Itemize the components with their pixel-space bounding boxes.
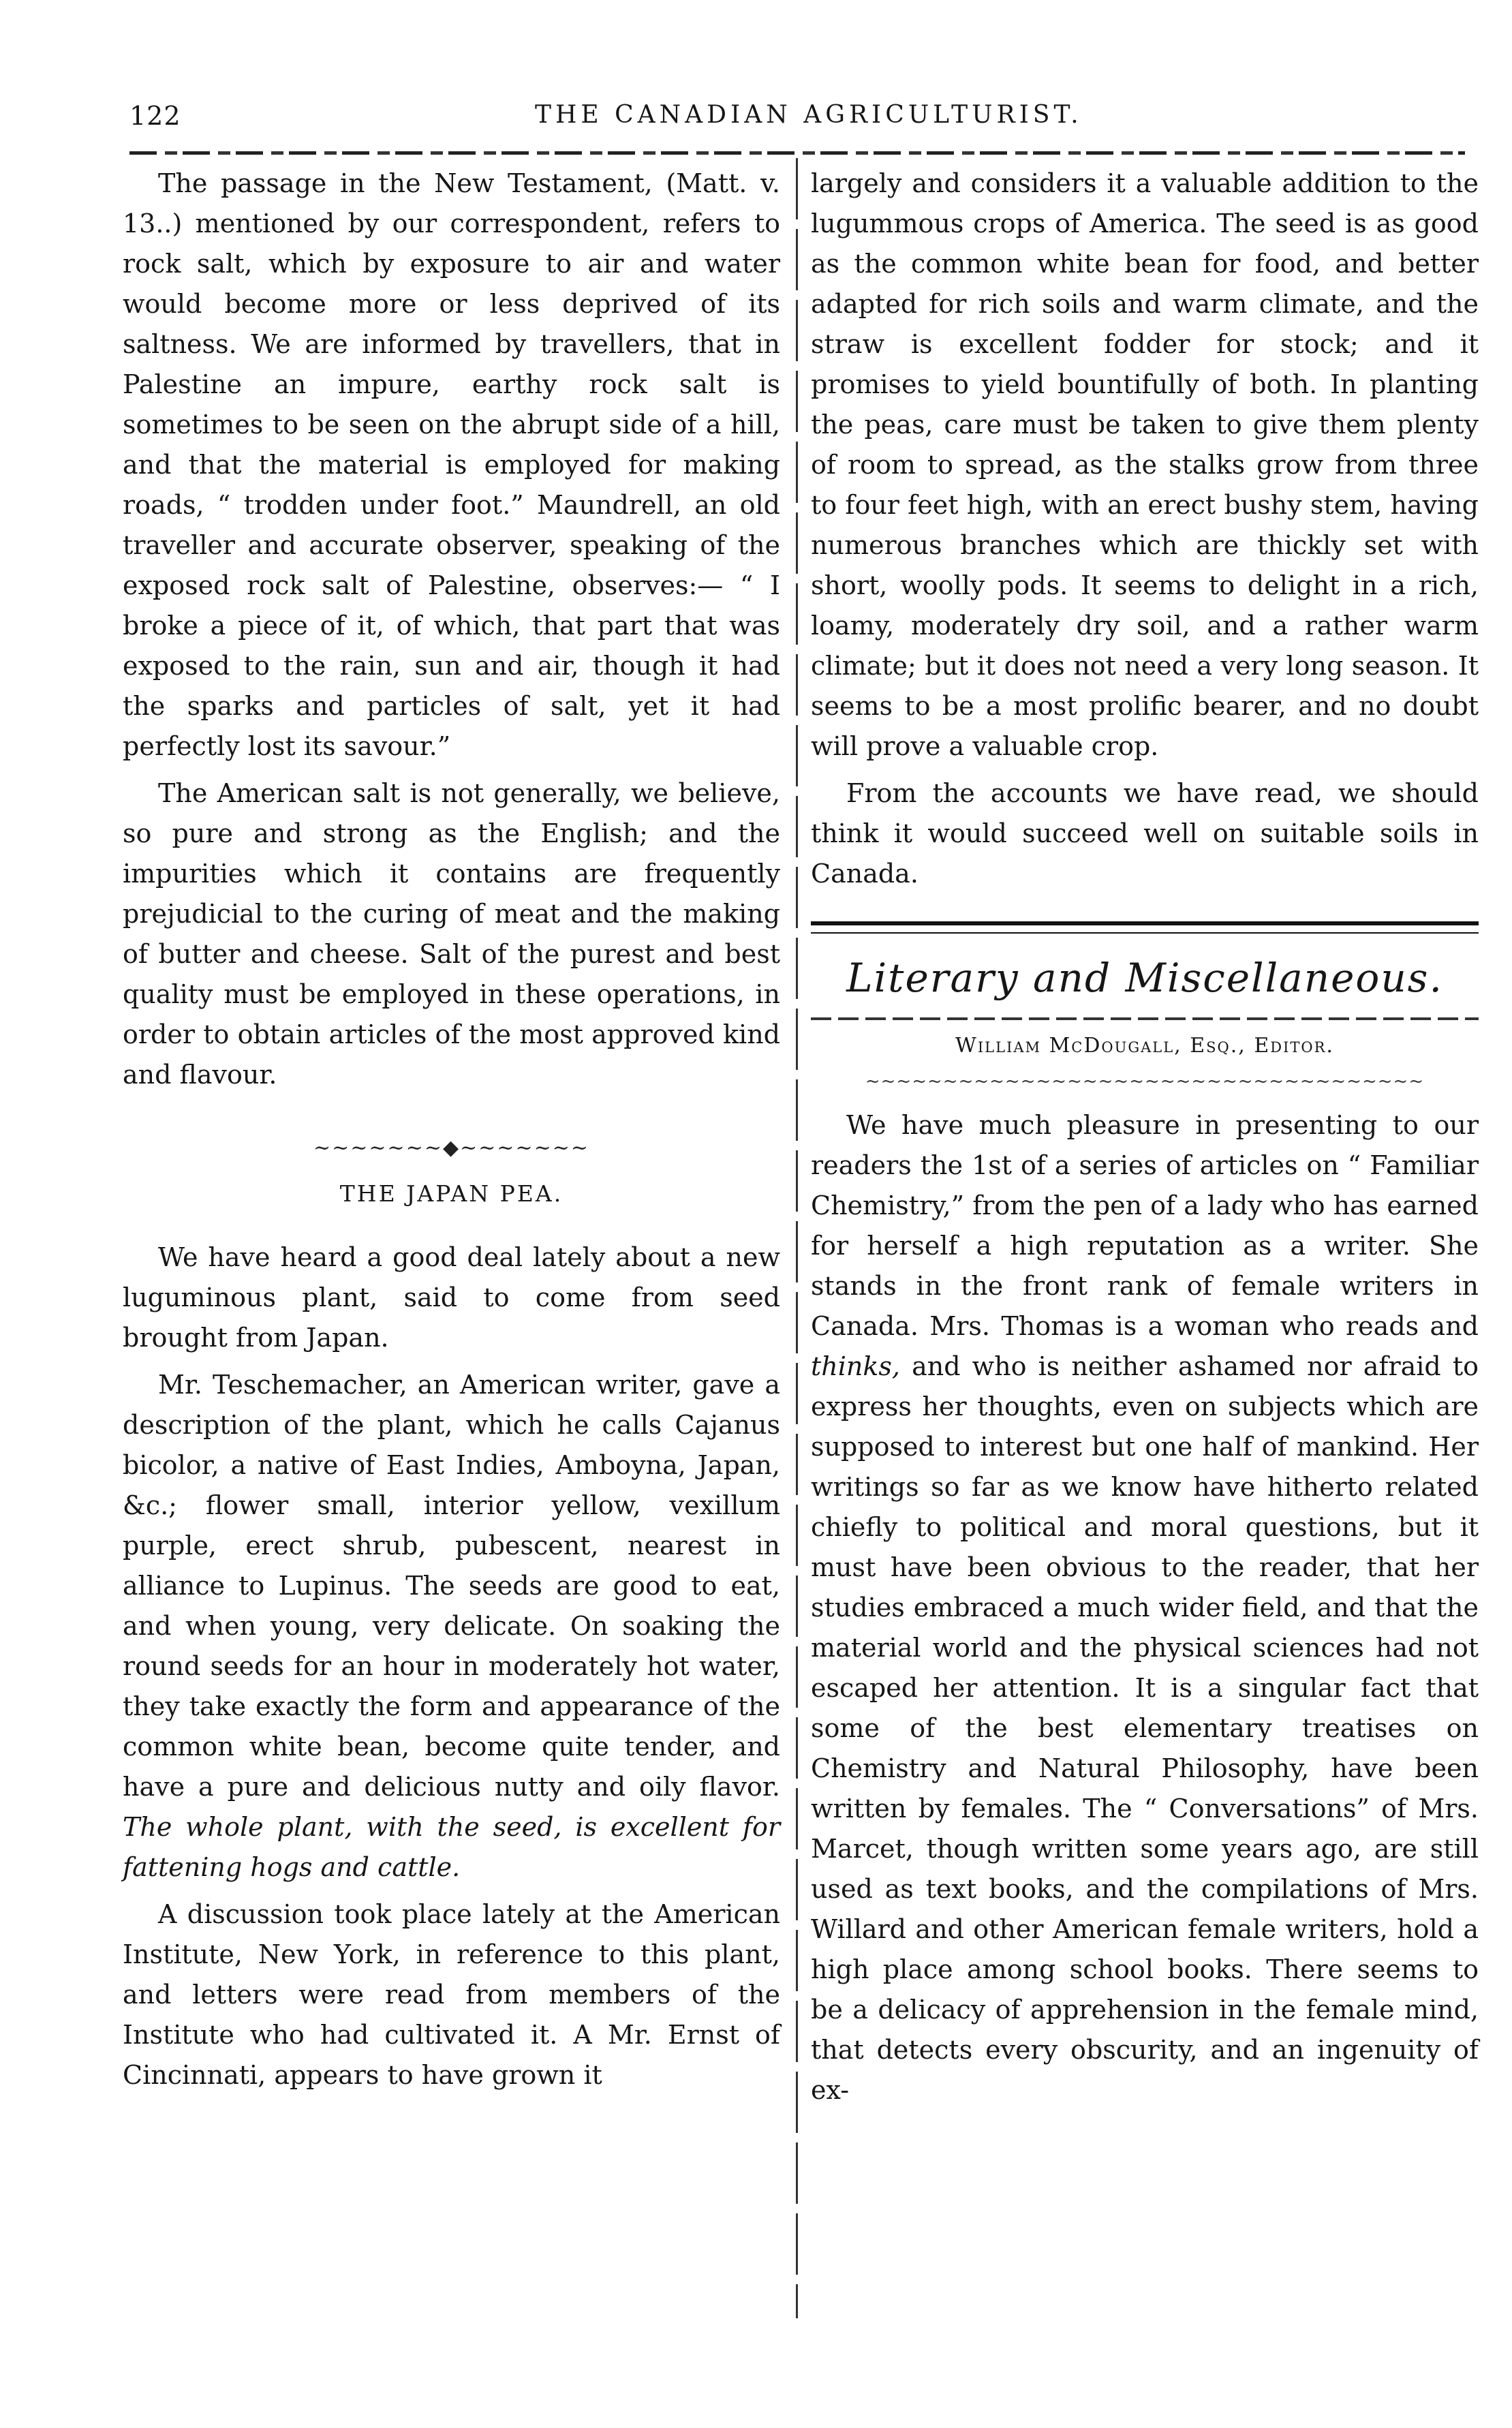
section-rule xyxy=(811,921,1479,934)
paragraph-text: Mr. Teschemacher, an American writer, gave a description of the plant, which he calls Cajanus bicolor, a native of East Indies, Amboyna, Japan, &c.; flower small, interior yellow, vexillum purple, erect shrub, pubescent, nearest in alliance to Lupinus. The seeds are good to eat, and when young, very delicate. On soaking the round seeds for an hour in moderately hot water, they take exactly the form and appearance of the common white bean, become quite tender, and have a pure and delicious nutty and oily flavor. xyxy=(123,1370,780,1802)
italic-text: thinks, xyxy=(811,1351,900,1381)
paragraph xyxy=(811,1105,1479,2110)
italic-text: The whole plant, with the seed, is excellent for fattening hogs and cattle. xyxy=(123,1812,780,1882)
paragraph: The American salt is not generally, we believe, so pure and strong as the English; and the impurities which it contains are frequently prejudicial to the curing of meat and the making of butter and cheese. Salt of the purest and best quality must be employed in these operations, in order to obtain articles of the most approved kind and flavour. xyxy=(123,778,780,1090)
running-title: THE CANADIAN AGRICULTURIST. xyxy=(535,101,1083,129)
page-header xyxy=(129,101,1465,155)
column-divider xyxy=(796,158,798,2318)
thin-rule xyxy=(811,1017,1479,1020)
paragraph: From the accounts we have read, we should think it would succeed well on suitable soils in Canada. xyxy=(811,778,1479,889)
header-rule xyxy=(129,151,1465,155)
paragraph: A discussion took place lately at the American Institute, New York, in reference to this plant, and letters were read from members of the Institute who had cultivated it. A Mr. Ernst of Cincinnati, appears to have grown it xyxy=(123,1899,780,2090)
ornament-divider: ~~~~~~~◆~~~~~~~ xyxy=(313,1136,589,1160)
paragraph: The passage in the New Testament, (Matt. v. 13..) mentioned by our correspondent, refers to rock salt, which by exposure to air and water would become more or less deprived of its saltness. We are informed by travellers, that in Palestine an impure, earthy rock salt is sometimes to be seen on the abrupt side of a hill, and that the material is employed for making roads, “ trodden under foot.” Maundrell, an old traveller and accurate observer, speaking of the exposed rock salt of Palestine, observes:— “ I broke a piece of it, of which, that part that was exposed to the rain, sun and air, though it had the sparks and particles of salt, yet it had perfectly lost its savour.” xyxy=(123,168,780,761)
article-heading: THE JAPAN PEA. xyxy=(339,1180,564,1207)
paragraph xyxy=(123,1365,780,1888)
paragraph-text: and who is neither ashamed nor afraid to express her thoughts, even on subjects which are supposed to interest but one half of mankind. Her writings so far as we know have hitherto related chiefly to political and moral questions, but it must have been obvious to the reader, that her studies embraced a much wider field, and that the material world and the physical sciences had not escaped her attention. It is a singular fact that some of the best elementary treatises on Chemistry and Natural Philosophy, have been written by females. The “ Conversations” of Mrs. Marcet, though written some years ago, are still used as text books, and the compilations of Mrs. Willard and other American female writers, hold a high place among school books. There seems to be a delicacy of apprehension in the female mind, that detects every obscurity, and an ingenuity of ex- xyxy=(811,1351,1479,2105)
paragraph-text: We have much pleasure in presenting to our readers the 1st of a series of articles on “ Familiar Chemistry,” from the pen of a lady who has earned for herself a high reputation as a writer. She stands in the front rank of female writers in Canada. Mrs. Thomas is a woman who reads and xyxy=(811,1110,1479,1341)
page-number: 122 xyxy=(129,101,181,131)
left-column xyxy=(123,164,780,2095)
editor-line: William McDougall, Esq., Editor. xyxy=(955,1034,1334,1058)
right-column xyxy=(811,164,1479,2110)
paragraph: We have heard a good deal lately about a new luguminous plant, said to come from seed brought from Japan. xyxy=(123,1242,780,1353)
section-title: Literary and Miscellaneous. xyxy=(846,955,1443,1001)
wavy-rule: ~~~~~~~~~~~~~~~~~~~~~~~~~~~~~~~~~~~~ xyxy=(865,1071,1425,1092)
paragraph: largely and considers it a valuable addition to the lugummous crops of America. The seed is as good as the common white bean for food, and better adapted for rich soils and warm climate, and the straw is excellent fodder for stock; and it promises to yield bountifully of both. In planting the peas, care must be taken to give them plenty of room to spread, as the stalks grow from three to four feet high, with an erect bushy stem, having numerous branches which are thickly set with short, woolly pods. It seems to delight in a rich, loamy, moderately dry soil, and a rather warm climate; but it does not need a very long season. It seems to be a most prolific bearer, and no doubt will prove a valuable crop. xyxy=(811,168,1479,761)
